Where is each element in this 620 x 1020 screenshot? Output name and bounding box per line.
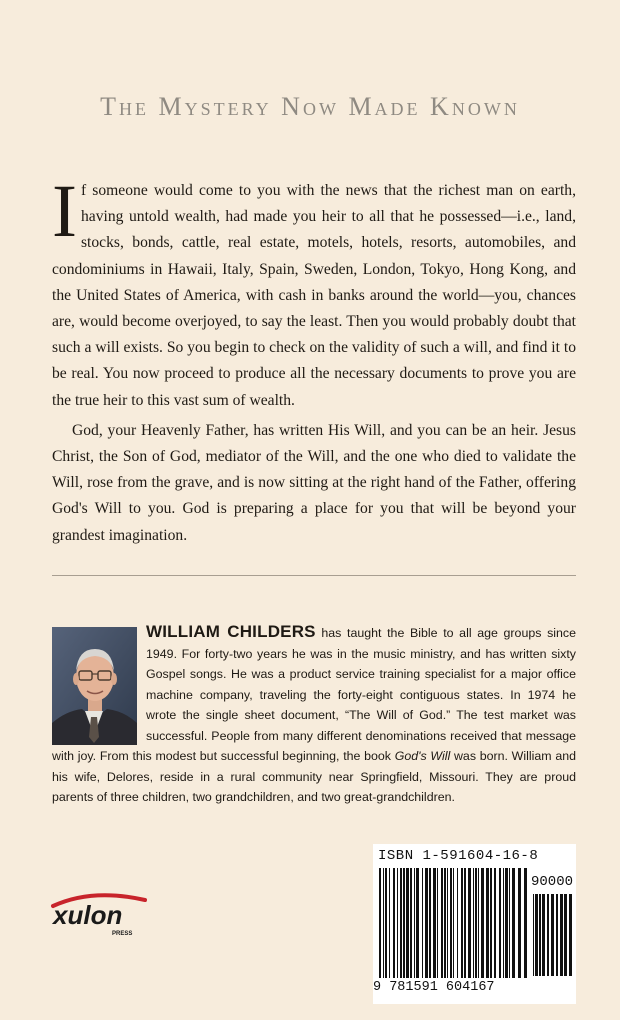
author-name: WILLIAM CHILDERS bbox=[146, 622, 316, 641]
price-code: 90000 bbox=[531, 874, 574, 890]
photo-spacer bbox=[52, 622, 146, 742]
ean-digits: 9 781591 604167 bbox=[373, 980, 495, 995]
isbn-label: ISBN 1-591604-16-8 bbox=[378, 848, 539, 864]
back-cover-title: The Mystery Now Made Known bbox=[100, 92, 520, 121]
section-divider bbox=[52, 575, 576, 576]
xulon-press-logo-icon bbox=[47, 890, 157, 940]
blurb-text bbox=[52, 170, 576, 549]
blurb-paragraph-1-text: f someone would come to you with the news that the richest man on earth, having untold wealth, had made you heir to all that he possessed—i.e., land, stocks, bonds, cattle, real estate, motels, hotels, resorts, automobiles, and condominiums in Hawaii, Italy, Spain, Sweden, London, Tokyo, Hong Kong, and the United States of America, with cash in banks around the world—you, chances are, would become overjoyed, to say the least. Then you would probably doubt that such a will exists. So you begin to check on the validity of such a will, and find it to be real. You now proceed to produce all the necessary documents to prove you are the true heir to this vast sum of wealth. bbox=[52, 182, 576, 409]
price-barcode-bars bbox=[533, 894, 573, 976]
author-bio-part-2: was born. William and his wife, Delores, reside in a rural community near Springfield, Missouri. They are proud parents of three children, two grandchildren, and two great-grandchildren. bbox=[52, 749, 576, 804]
author-bio-part-1: has taught the Bible to all age groups since 1949. For forty-two years he was in the music ministry, and has written sixty Gospel songs. He was a product service training specialist for a major office machine company, traveling the forty-eight contiguous states. In 1974 he wrote the single sheet document, “The Will of God.” The test market was successful. People from many different denominations received that message with joy. From this modest but successful beginning, the book bbox=[52, 626, 577, 763]
logo-press-label: PRESS bbox=[112, 931, 133, 937]
drop-cap: I bbox=[52, 170, 77, 253]
ean-barcode-bars bbox=[379, 868, 529, 978]
blurb-paragraph-1 bbox=[52, 170, 576, 414]
publisher-logo bbox=[47, 890, 157, 940]
blurb-paragraph-2: God, your Heavenly Father, has written His Will, and you can be an heir. Jesus Christ, the Son of God, mediator of the Will, and the one who died to validate the Will, rose from the grave, and is now sitting at the right hand of the Father, offering God's Will to you. God is preparing a place for you that will be beyond your grandest imagination. bbox=[52, 421, 576, 544]
author-bio bbox=[52, 622, 576, 808]
logo-wordmark: xulon bbox=[53, 900, 123, 930]
book-title-italic: God's Will bbox=[394, 749, 451, 763]
isbn-barcode bbox=[373, 844, 576, 1004]
